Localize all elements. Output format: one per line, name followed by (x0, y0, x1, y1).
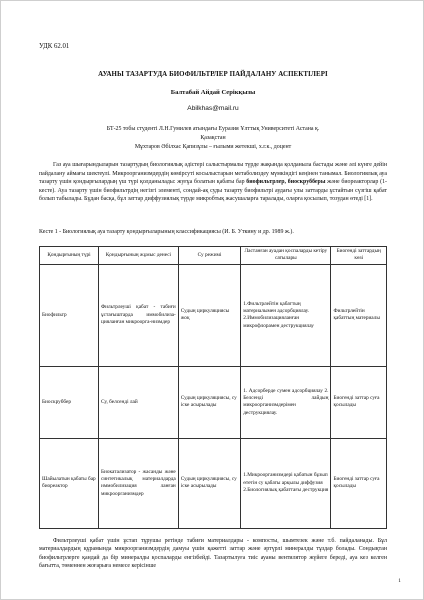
table-cell: 1.Фильтрлейтін қабаттың материалымен адсорбциялау. 2.Иммобилизацияланған микрофлорамен деструкциялау (241, 264, 331, 366)
paper-title: АУАНЫ ТАЗАРТУДА БИОФИЛЬТРЛЕР ПАЙДАЛАНУ АСПЕКТІЛЕРІ (98, 71, 328, 78)
body-paragraph (39, 161, 387, 204)
table-row (40, 366, 387, 438)
table-cell: 1. Адсорберде сумен адсорбциялау 2. Белсенді лайдың микроорганизмдерімен деструкциялау. (241, 366, 331, 438)
page-number: 1 (398, 578, 401, 584)
table-cell: Биогенді заттар суға қосылады (331, 366, 387, 438)
affiliation (45, 125, 381, 151)
author-email: Abilkhas@mail.ru (187, 105, 239, 112)
table-header: Қондырғының жұмыс денесі (98, 247, 178, 265)
table-cell: Биофильтр (40, 264, 99, 366)
udk-code: УДК 62.01 (39, 43, 70, 50)
classification-table (39, 246, 387, 529)
table-cell: 1.Микроорганизмдері қабатын бұзып өтетін су қабаты арқылы диффузия 2.Биологиялық қабаттағы деструкция (241, 438, 331, 528)
table-header: Ластанған ауадан қоспаларды кетіру сатылары (241, 247, 331, 265)
table-cell: Биоскруббер (40, 366, 99, 438)
affiliation-line: Қазақстан (200, 134, 226, 141)
table-cell: Судың циркуляциясы, су іске асырылады (178, 366, 240, 438)
supervisor-line: Мұхтаров Әбілхас Қапизұлы – ғылыми жетекші, х.г.к., доцент (134, 143, 292, 150)
bold-terms: биофильтрлер, биоскрубберы (246, 179, 326, 186)
table-header: Су режимі (178, 247, 240, 265)
table-cell: Биокатализатор - жасанды және синтетикалық материалдарда иммобилизация ланған микроорганизмдер (98, 438, 178, 528)
table-cell: Биогенді заттар суға қосылады (331, 438, 387, 528)
table-header: Қондырғының түрі (40, 247, 99, 265)
paragraph-text: және биореакторлар (1-кесте). Ауа тазарту үшін биофильтрдің негізгі элементі, сондай-ақ суды тазарту биофильтрі аудағы улы заттарды ұстайтын сүзгіш қабат болып табылады. Бұдан басқа, бұл заттар диффузиялық түрде микробтық жасушаларға таралады, оларға қосылып, тозудан өтеді [1]. (39, 179, 387, 203)
author-name: Балтабай Айдай Серікқызы (170, 89, 256, 96)
table-caption: Кесте 1 - Биологиялық ауа тазарту қондырғыларының классификациясы (И. Б. Уткину и др. 1989 ж.). (39, 229, 294, 235)
table-row (40, 264, 387, 366)
body-paragraph: Фильтрлеуші қабат үшін ұстап тұрушы ретінде табиғи материалдары - компосты, шымтезек және т.б. пайдаланады. Бұл материалдардың құрамында микроорганизмдердің дамуы үшін қажетті заттар және әртүрлі минералды тұздар болады. Сондықтан биофильтрлерге қандай да бір минералды қоспаларды енгізбейді. Тазартылуға тиіс ауаны вентилятор жүйеге береді, ауа кез келген бағытта, төменнен жоғарыға немесе керісінше (39, 538, 387, 570)
table-cell: Су, белсенді лай (98, 366, 178, 438)
affiliation-line: БТ-25 тобы студенті Л.Н.Гумилев атындағы Еуразия Ұлттық Университеті Астана қ. (106, 126, 320, 132)
table-header: Биогенді заттардың көзі (331, 247, 387, 265)
table-cell: Фильтрлеуші қабат - табиғи ұстағыштарда иммобилиза-цияланған микроорга-низмдер (98, 264, 178, 366)
table-cell: Фильтрлейтін қабаттың материалы (331, 264, 387, 366)
table-header-row (40, 247, 387, 265)
table-cell: Шайылатын қабаты бар биореактор (40, 438, 99, 528)
table-cell: Судың циркуляциясы жоқ (178, 264, 240, 366)
table-row (40, 438, 387, 528)
table-cell: Судың циркуляциясы, су іске асырылады (178, 438, 240, 528)
paragraph-text: Газ ауа шығарындыларын тазартудың биологиялық әдістері салыстырмалы түрде жақында қолданыла бастады және әлі күнге дейін пайдалану аймағы шектеулі. Микроорганизмдердің көмірсуті косылыстарын метаболиздеу мүмкіндігі кеңінен танымал. Биологиялық ауа тазарту үшін қондырғылардың үш түрі қолданылады: жуғұа болатын қабаты бар (39, 162, 387, 186)
